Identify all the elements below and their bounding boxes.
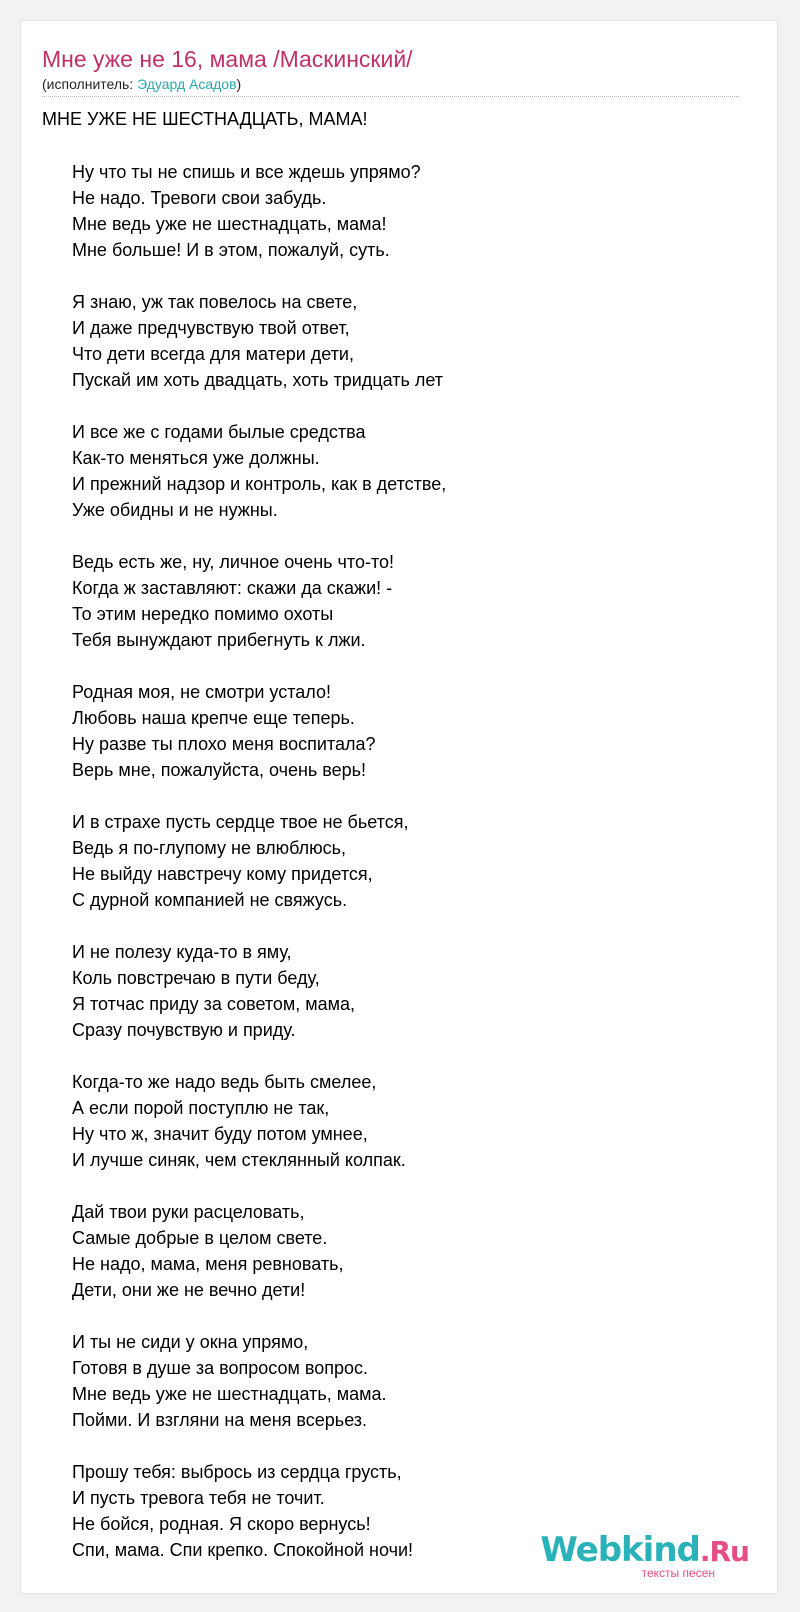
stanza [72, 679, 712, 783]
performer-close: ) [236, 76, 242, 92]
lyric-line: Не надо, мама, меня ревновать, [72, 1254, 344, 1274]
title-divider [42, 96, 739, 97]
lyric-line: И не полезу куда-то в яму, [72, 942, 292, 962]
lyric-line: Прошу тебя: выбрось из сердца грусть, [72, 1462, 402, 1482]
page-title: Мне уже не 16, мама /Маскинский/ [42, 46, 413, 72]
logo-suffix: .Ru [699, 1535, 749, 1568]
lyric-line: Тебя вынуждают прибегнуть к лжи. [72, 630, 366, 650]
lyric-line: Коль повстречаю в пути беду, [72, 968, 320, 988]
lyric-line: То этим нередко помимо охоты [72, 604, 334, 624]
lyric-line: Не бойся, родная. Я скоро вернусь! [72, 1514, 371, 1534]
stanza [72, 549, 712, 653]
stanza [72, 1329, 712, 1433]
lyric-line: Не надо. Тревоги свои забудь. [72, 188, 327, 208]
stanza [72, 419, 712, 523]
lyric-line: Сразу почувствую и приду. [72, 1020, 296, 1040]
lyric-line: Готовя в душе за вопросом вопрос. [72, 1358, 368, 1378]
lyric-line: А если порой поступлю не так, [72, 1098, 330, 1118]
lyric-line: И в страхе пусть сердце твое не бьется, [72, 812, 409, 832]
lyric-line: Ведь я по-глупому не влюблюсь, [72, 838, 346, 858]
stanza [72, 289, 712, 393]
lyric-line: Дай твои руки расцеловать, [72, 1202, 305, 1222]
lyric-line: Как-то меняться уже должны. [72, 448, 320, 468]
song-heading: МНЕ УЖЕ НЕ ШЕСТНАДЦАТЬ, МАМА! [42, 109, 368, 129]
lyric-line: И лучше синяк, чем стеклянный колпак. [72, 1150, 406, 1170]
lyric-line: Я знаю, уж так повелось на свете, [72, 292, 358, 312]
lyric-line: Дети, они же не вечно дети! [72, 1280, 306, 1300]
logo-tagline: тексты песен [641, 1566, 715, 1580]
lyric-line: Я тотчас приду за советом, мама, [72, 994, 356, 1014]
lyric-line: Уже обидны и не нужны. [72, 500, 278, 520]
lyric-line: И даже предчувствую твой ответ, [72, 318, 350, 338]
lyric-line: И пусть тревога тебя не точит. [72, 1488, 325, 1508]
logo-wordmark [540, 1531, 749, 1571]
lyric-line: Когда-то же надо ведь быть смелее, [72, 1072, 377, 1092]
lyric-line: Самые добрые в целом свете. [72, 1228, 328, 1248]
logo-word: Webkind [540, 1530, 700, 1570]
lyric-line: И все же с годами былые средства [72, 422, 366, 442]
lyric-line: Пойми. И взгляни на меня всерьез. [72, 1410, 368, 1430]
lyric-line: Пускай им хоть двадцать, хоть тридцать лет [72, 370, 444, 390]
lyric-line: Родная моя, не смотри устало! [72, 682, 331, 702]
stanza [72, 939, 712, 1043]
lyric-line: Верь мне, пожалуйста, очень верь! [72, 760, 367, 780]
lyric-line: Мне больше! И в этом, пожалуй, суть. [72, 240, 390, 260]
performer-label: (исполнитель: [42, 76, 138, 92]
lyric-line: Мне ведь уже не шестнадцать, мама! [72, 214, 387, 234]
lyric-line: Ну что ты не спишь и все ждешь упрямо? [72, 162, 421, 182]
lyric-line: Спи, мама. Спи крепко. Спокойной ночи! [72, 1540, 414, 1560]
lyric-line: Ведь есть же, ну, личное очень что-то! [72, 552, 395, 572]
lyric-line: И прежний надзор и контроль, как в детстве, [72, 474, 447, 494]
performer-line [42, 75, 241, 93]
site-logo[interactable] [540, 1531, 749, 1579]
stanza [72, 159, 712, 263]
lyric-line: Что дети всегда для матери дети, [72, 344, 354, 364]
lyric-line: Ну что ж, значит буду потом умнее, [72, 1124, 368, 1144]
stanza [72, 1069, 712, 1173]
stanza [72, 809, 712, 913]
lyric-line: Мне ведь уже не шестнадцать, мама. [72, 1384, 387, 1404]
artist-link[interactable]: Эдуард Асадов [137, 76, 237, 92]
lyric-line: Когда ж заставляют: скажи да скажи! - [72, 578, 393, 598]
lyrics-body [72, 159, 712, 1589]
lyric-line: Ну разве ты плохо меня воспитала? [72, 734, 376, 754]
lyric-line: Не выйду навстречу кому придется, [72, 864, 373, 884]
lyric-line: С дурной компанией не свяжусь. [72, 890, 348, 910]
content-card [20, 20, 778, 1594]
lyric-line: И ты не сиди у окна упрямо, [72, 1332, 309, 1352]
lyric-line: Любовь наша крепче еще теперь. [72, 708, 355, 728]
stanza [72, 1199, 712, 1303]
